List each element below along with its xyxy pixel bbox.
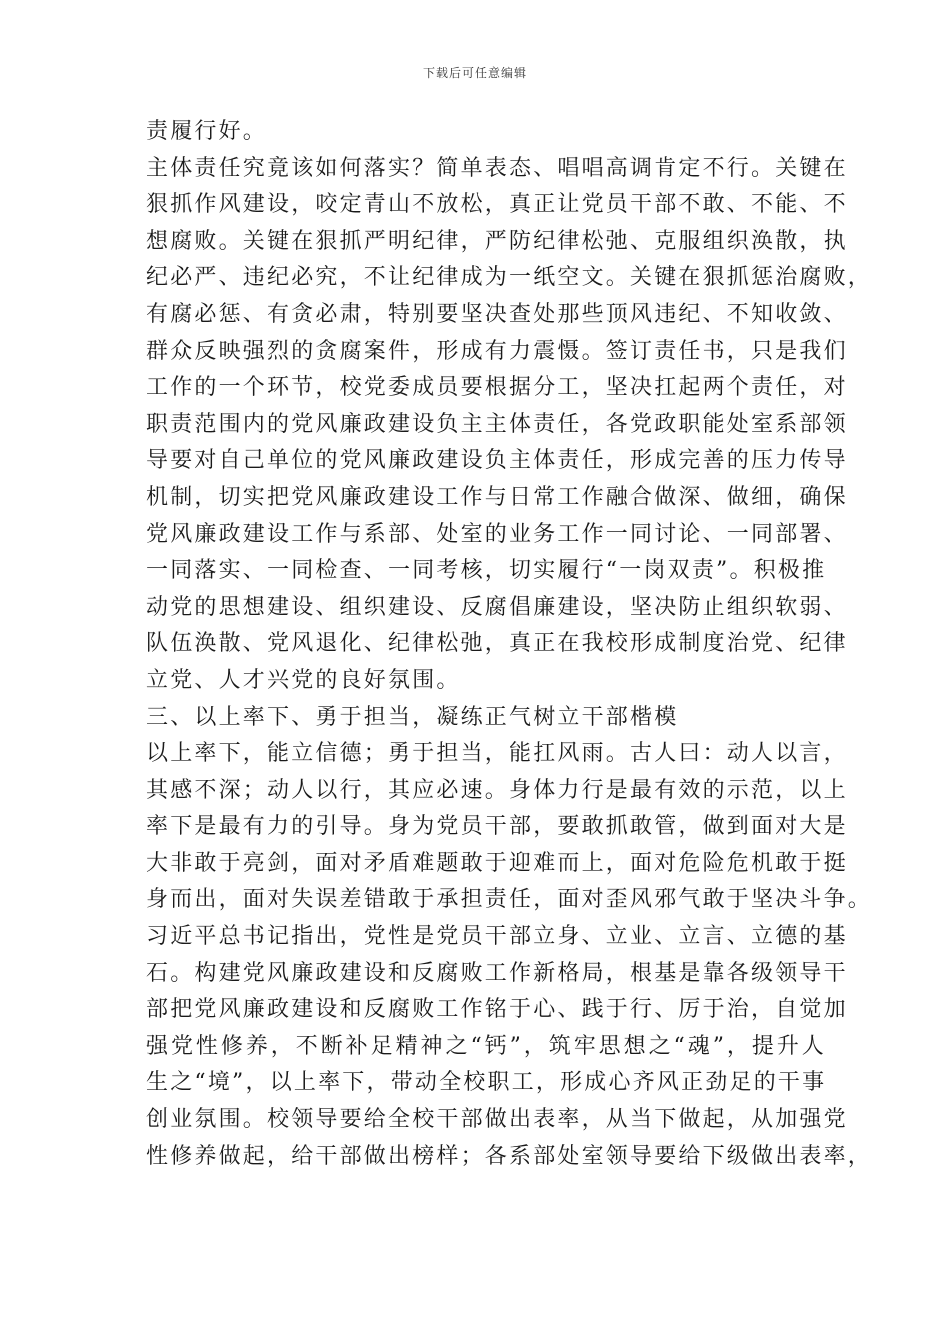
text-line: 狠抓作风建设，咬定青山不放松，真正让党员干部不敢、不能、不: [146, 192, 848, 218]
text-line: 生之“境”，以上率下，带动全校职工，形成心齐风正劲足的干事: [146, 1070, 827, 1096]
text-line: 三、以上率下、勇于担当，凝练正气树立干部楷模: [146, 704, 679, 730]
text-line: 有腐必惩、有贪必肃，特别要坚决查处那些顶风违纪、不知收敛、: [146, 301, 848, 327]
text-line: 想腐败。关键在狠抓严明纪律，严防纪律松弛、克服组织涣散，执: [146, 228, 848, 254]
text-line: 其感不深；动人以行，其应必速。身体力行是最有效的示范，以上: [146, 777, 848, 803]
text-line: 石。构建党风廉政建设和反腐败工作新格局，根基是靠各级领导干: [146, 960, 848, 986]
text-line: 党风廉政建设工作与系部、处室的业务工作一同讨论、一同部署、: [146, 521, 848, 547]
text-line: 习近平总书记指出，党性是党员干部立身、立业、立言、立德的基: [146, 924, 848, 950]
text-line: 率下是最有力的引导。身为党员干部，要敢抓敢管，做到面对大是: [146, 814, 848, 840]
text-line: 性修养做起，给干部做出榜样；各系部处室领导要给下级做出表率，: [146, 1143, 873, 1169]
text-line: 立党、人才兴党的良好氛围。: [146, 667, 461, 693]
text-line: 导要对自己单位的党风廉政建设负主体责任，形成完善的压力传导: [146, 448, 848, 474]
page-header: 下载后可任意编辑: [422, 66, 527, 80]
text-line: 强党性修养，不断补足精神之“钙”，筑牢思想之“魂”，提升人: [146, 1033, 826, 1059]
text-line: 群众反映强烈的贪腐案件，形成有力震慑。签订责任书，只是我们: [146, 338, 848, 364]
text-line: 纪必严、违纪必究，不让纪律成为一纸空文。关键在狠抓惩治腐败，: [146, 265, 873, 291]
text-line: 责履行好。: [146, 119, 268, 144]
text-line: 一同落实、一同检查、一同考核，切实履行“一岗双责”。积极推: [146, 558, 827, 584]
text-line: 部把党风廉政建设和反腐败工作铭于心、践于行、厉于治，自觉加: [146, 997, 848, 1023]
text-line: 机制，切实把党风廉政建设工作与日常工作融合做深、做细，确保: [146, 484, 848, 510]
text-line: 身而出，面对失误差错敢于承担责任，面对歪风邪气敢于坚决斗争。: [146, 887, 873, 913]
text-line: 创业氛围。校领导要给全校干部做出表率，从当下做起，从加强党: [146, 1107, 848, 1133]
document-body: [146, 114, 873, 1175]
text-line: 大非敢于亮剑，面对矛盾难题敢于迎难而上，面对危险危机敢于挺: [146, 850, 848, 876]
text-line: 队伍涣散、党风退化、纪律松弛，真正在我校形成制度治党、纪律: [146, 631, 848, 657]
text-line: 动党的思想建设、组织建设、反腐倡廉建设，坚决防止组织软弱、: [146, 594, 848, 620]
text-line: 以上率下，能立信德；勇于担当，能扛风雨。古人曰：动人以言，: [146, 741, 848, 767]
text-line: 职责范围内的党风廉政建设负主主体责任，各党政职能处室系部领: [146, 411, 848, 437]
text-line: 工作的一个环节，校党委成员要根据分工，坚决扛起两个责任，对: [146, 375, 848, 401]
text-line: 主体责任究竟该如何落实？简单表态、唱唱高调肯定不行。关键在: [146, 155, 848, 181]
